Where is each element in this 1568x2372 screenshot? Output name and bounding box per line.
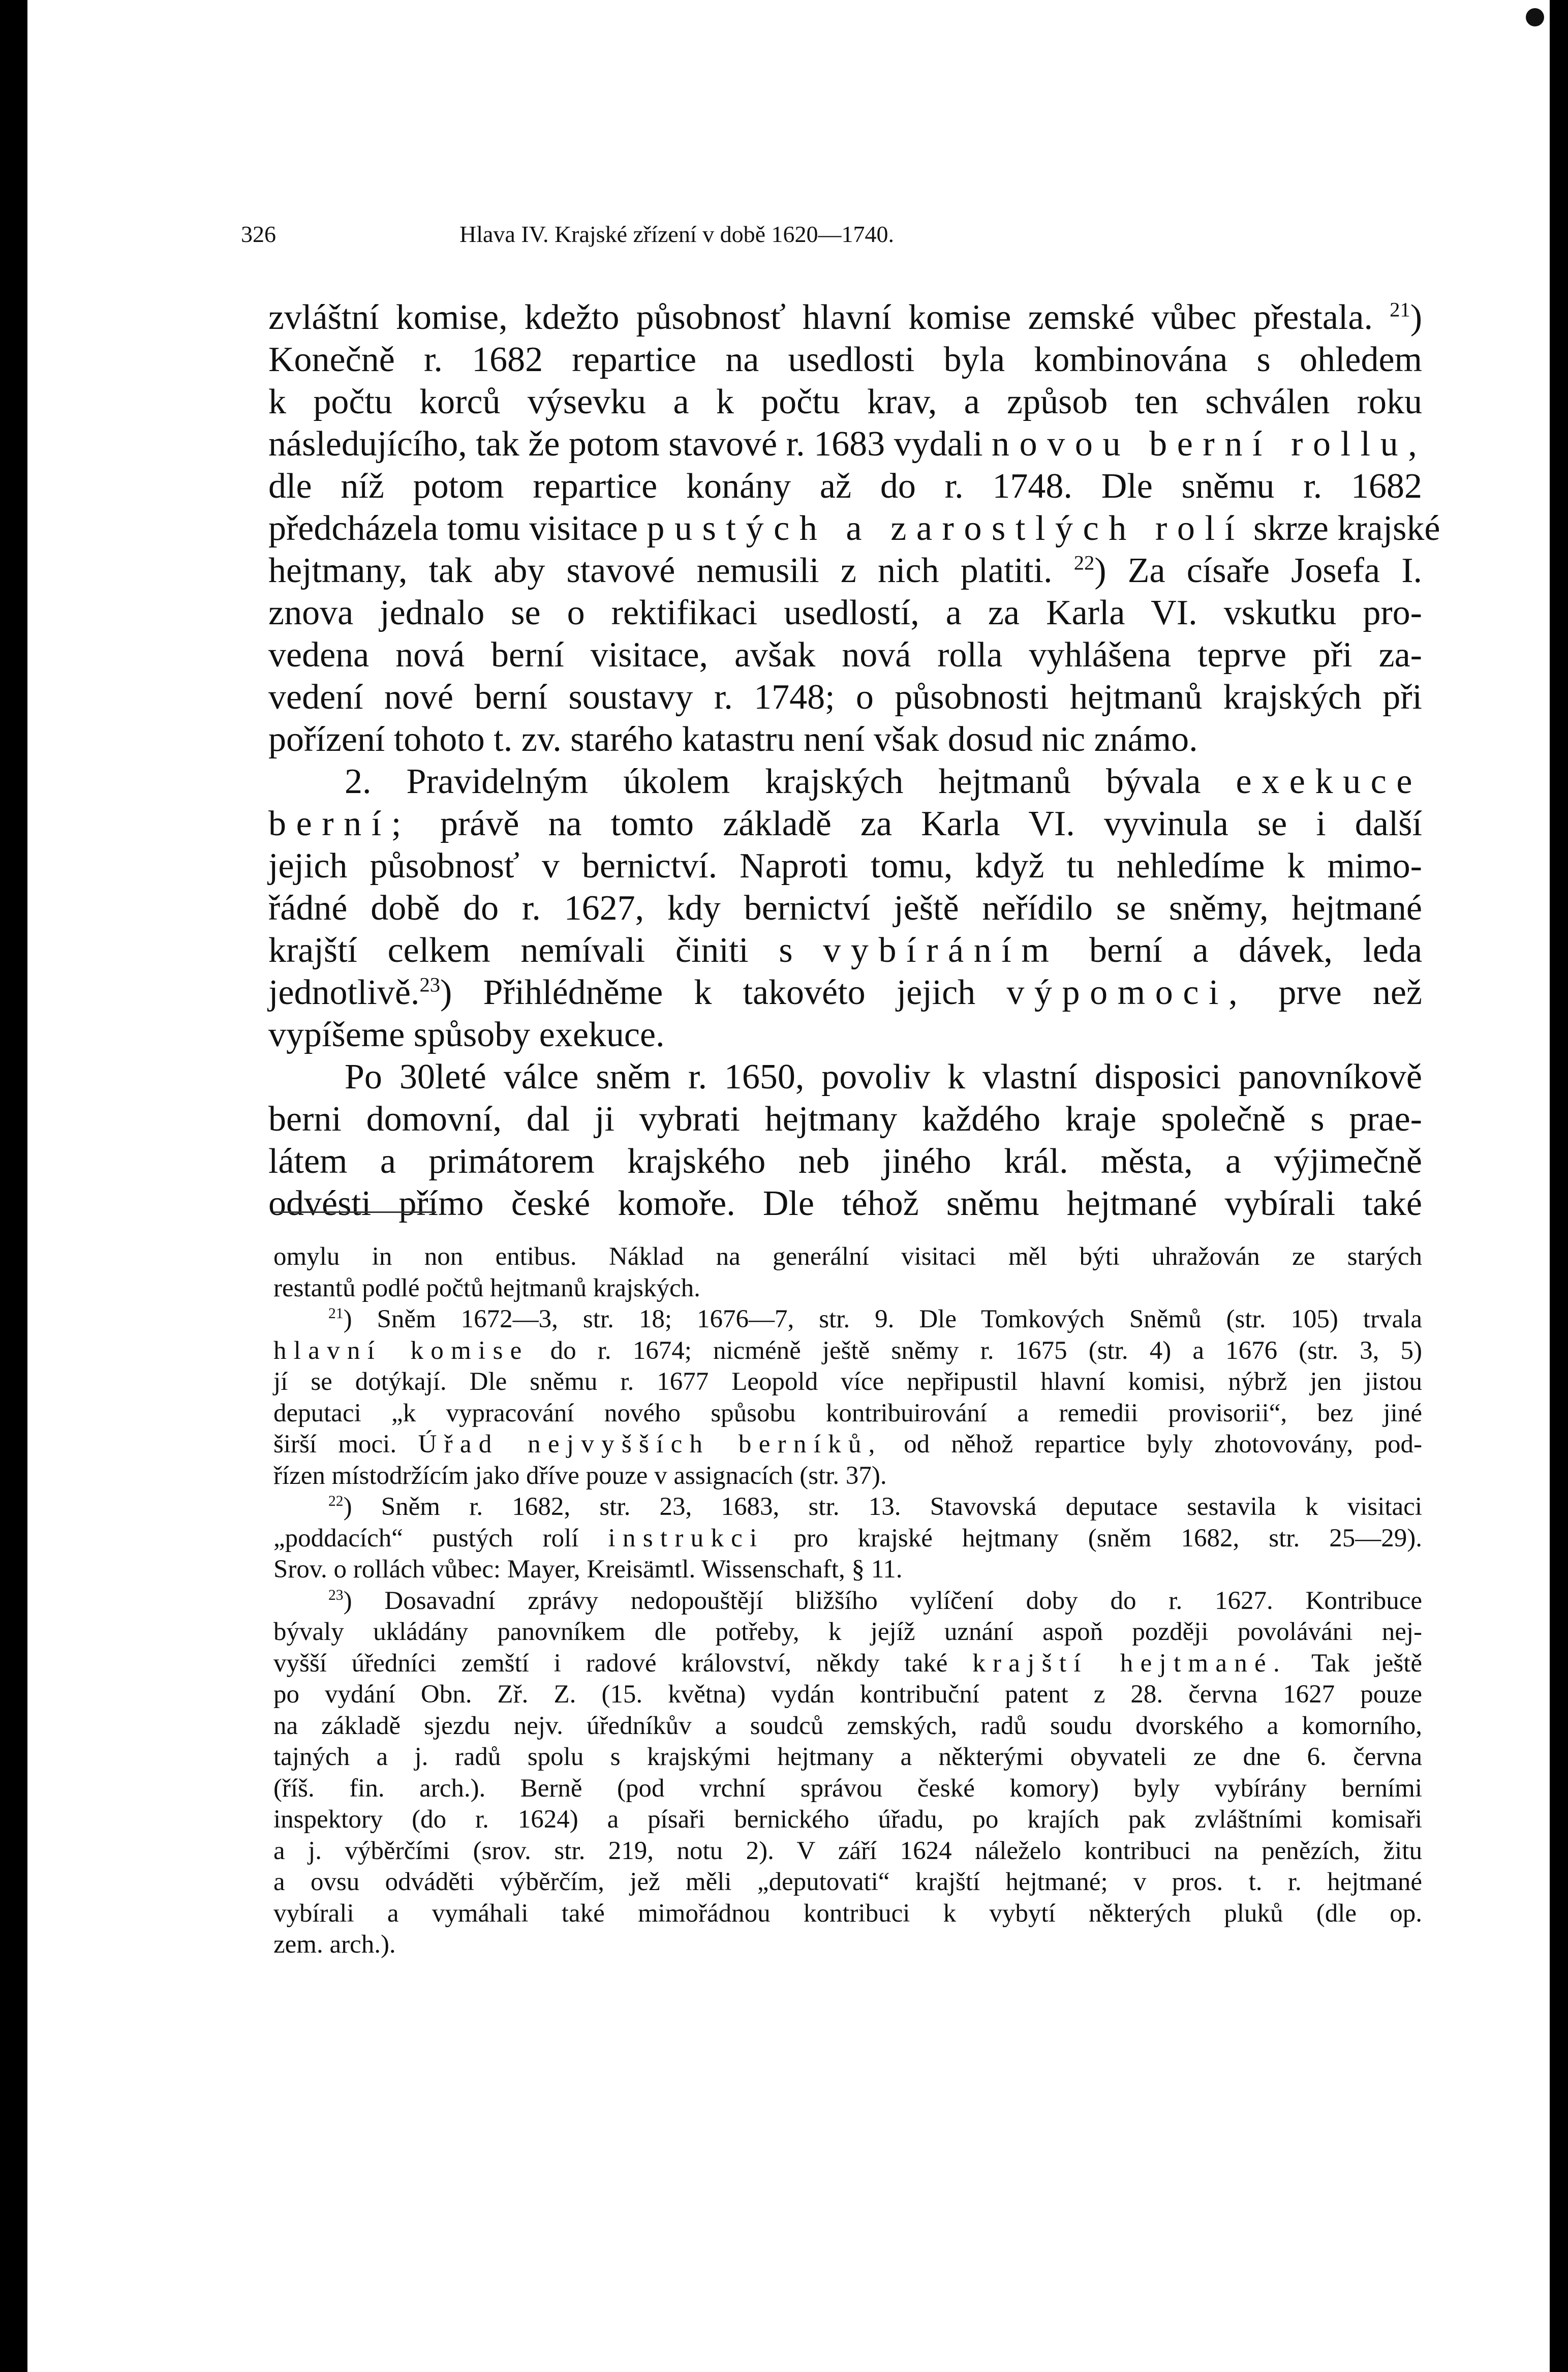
corner-mark-icon xyxy=(1525,7,1545,27)
emphasis: exekuce xyxy=(1236,762,1423,801)
footnote-line: vyšší úředníci zemští i radové království, někdy také krajští hejtmané. Tak ještě xyxy=(273,1649,1423,1678)
text-line: vedena nová berní visitace, avšak nová rolla vyhlášena teprve při za- xyxy=(268,635,1422,675)
emphasis: novou berní rollu, xyxy=(992,424,1427,464)
text-line: k počtu korců výsevku a k počtu krav, a způsob ten schválen roku xyxy=(268,382,1422,421)
emphasis: pustých a zarostlých rolí xyxy=(647,509,1245,548)
emphasis: hlavní komise xyxy=(273,1336,529,1365)
text-line: látem a primátorem krajského neb jiného král. města, a výjimečně xyxy=(268,1142,1422,1181)
emphasis: krajští hejtmané. xyxy=(972,1649,1287,1678)
text-line: odvésti přímo české komoře. Dle téhož sněmu hejtmané vybírali také xyxy=(268,1184,1422,1223)
text-line: následujícího, tak že potom stavové r. 1683 vydali novou berní rollu, xyxy=(268,424,1427,464)
text-line: předcházela tomu visitace pustých a zarostlých rolí skrze krajské xyxy=(268,509,1440,548)
text-line: 2. Pravidelným úkolem krajských hejtmanů bývala exekuce xyxy=(345,762,1423,801)
main-text xyxy=(268,296,1440,1225)
footnote-ref: 23 xyxy=(419,973,441,996)
emphasis: Úřad nejvyšších berníků, xyxy=(418,1430,882,1458)
text-line: Po 30leté válce sněm r. 1650, povoliv k vlastní disposici panovníkově xyxy=(345,1057,1422,1097)
footnote-22: $^{22}$) Sněm r. 1682, str. 23, 1683, str. 13. Stavovská deputace sestavila k visitaci xyxy=(328,1493,1422,1521)
footnote-line: Srov. o rollách vůbec: Mayer, Kreisämtl. Wissenschaft, § 11. xyxy=(273,1555,903,1584)
emphasis: vybíráním xyxy=(823,931,1059,970)
text-line: krajští celkem nemívali činiti s vybíráním berní a dávek, leda xyxy=(268,931,1423,970)
footnote-23: $^{23}$) Dosavadní zprávy nedopouštějí bližšího vylíčení doby do r. 1627. Kontribuce xyxy=(328,1586,1422,1615)
text-line: jejich působnosť v bernictví. Naproti tomu, když tu nehledíme k mimo- xyxy=(268,846,1422,886)
running-title: Hlava IV. Krajské zřízení v době 1620—1740. xyxy=(459,221,895,247)
footnote-line: po vydání Obn. Zř. Z. (15. května) vydán kontribuční patent z 28. června 1627 pouze xyxy=(273,1680,1422,1709)
footnote-ref: 22 xyxy=(1073,551,1095,574)
footnote-line: bývaly ukládány panovníkem dle potřeby, k jejíž uznání aspoň později povoláváni nej- xyxy=(273,1618,1422,1646)
emphasis: berní; xyxy=(268,804,411,843)
footnote-line: širší moci. Úřad nejvyšších berníků, od něhož repartice byly zhotovovány, pod- xyxy=(273,1430,1423,1458)
text-line: řádné době do r. 1627, kdy bernictví ještě neřídilo se sněmy, hejtmané xyxy=(268,889,1422,928)
text-line: Konečně r. 1682 repartice na usedlosti byla kombinována s ohledem xyxy=(268,340,1422,379)
book-page xyxy=(27,0,1550,2372)
footnote-line: inspektory (do r. 1624) a písaři bernického úřadu, po krajích pak zvláštními komisaři xyxy=(273,1805,1422,1834)
footnote-line: deputaci „k vypracování nového spůsobu kontribuirování a remedii provisorii“, bez jiné xyxy=(273,1398,1422,1427)
text-line: hejtmany, tak aby stavové nemusili z nich platiti. $^{22}$) Za císaře Josefa I. xyxy=(268,551,1423,590)
page-number: 326 xyxy=(241,221,276,247)
footnote-line: a j. výběrčími (srov. str. 219, notu 2). V září 1624 náleželo kontribuci na penězích, žitu xyxy=(273,1836,1422,1865)
text-line: berni domovní, dal ji vybrati hejtmany každého kraje společně s prae- xyxy=(268,1100,1422,1139)
footnote-line: hlavní komise do r. 1674; nicméně ještě sněmy r. 1675 (str. 4) a 1676 (str. 3, 5) xyxy=(273,1336,1422,1365)
footnote-line: vybírali a vymáhali také mimořádnou kontribuci k vybytí některých pluků (dle op. xyxy=(273,1899,1422,1928)
footnote-mark: 21 xyxy=(328,1305,344,1322)
text-line: jednotlivě.$^{23}$) Přihlédněme k takovéto jejich výpomoci, prve než xyxy=(268,973,1422,1012)
footnote-mark: 22 xyxy=(328,1493,344,1509)
footnotes xyxy=(273,1241,1422,1961)
text-line: zvláštní komise, kdežto působnosť hlavní komise zemské vůbec přestala. $^{21}$) xyxy=(268,298,1423,337)
emphasis: instrukci xyxy=(608,1524,764,1553)
footnote-line: restantů podlé počtů hejtmanů krajských. xyxy=(273,1273,700,1302)
text-line: dle níž potom repartice konány až do r. 1748. Dle sněmu r. 1682 xyxy=(268,467,1422,506)
footnote-line: „poddacích“ pustých rolí instrukci pro krajské hejtmany (sněm 1682, str. 25—29). xyxy=(273,1524,1423,1553)
footnote-line: zem. arch.). xyxy=(273,1930,396,1959)
running-header xyxy=(241,221,1130,248)
footnote-line: tajných a j. radů spolu s krajskými hejtmany a některými obyvateli ze dne 6. června xyxy=(273,1743,1422,1771)
text-line: berní; právě na tomto základě za Karla VI. vyvinula se i další xyxy=(268,804,1423,843)
emphasis: výpomoci, xyxy=(1006,973,1248,1012)
footnote-line: jí se dotýkají. Dle sněmu r. 1677 Leopold více nepřipustil hlavní komisi, nýbrž jen jistou xyxy=(273,1367,1422,1396)
footnote-line: na základě sjezdu nejv. úředníkův a soudců zemských, radů soudu dvorského a komorního, xyxy=(273,1711,1422,1740)
footnote-21: $^{21}$) Sněm 1672—3, str. 18; 1676—7, str. 9. Dle Tomkových Sněmů (str. 105) trvala xyxy=(328,1305,1422,1333)
footnote-line: omylu in non entibus. Náklad na generální visitaci měl býti uhražován ze starých xyxy=(273,1242,1422,1271)
text-line: znova jednalo se o rektifikaci usedlostí, a za Karla VI. vskutku pro- xyxy=(268,593,1422,632)
footnote-line: řízen místodržícím jako dříve pouze v assignacích (str. 37). xyxy=(273,1461,887,1490)
footnote-separator xyxy=(273,1211,436,1213)
footnote-ref: 21 xyxy=(1390,298,1410,321)
footnote-line: a ovsu odváděti výběrčím, jež měli „deputovati“ krajští hejtmané; v pros. t. r. hejtmané xyxy=(273,1868,1422,1896)
footnote-mark: 23 xyxy=(328,1587,344,1603)
footnote-line: (říš. fin. arch.). Berně (pod vrchní správou české komory) byly vybírány berními xyxy=(273,1774,1422,1803)
text-line: vedení nové berní soustavy r. 1748; o působnosti hejtmanů krajských při xyxy=(268,678,1422,717)
text-line: pořízení tohoto t. zv. starého katastru není však dosud nic známo. xyxy=(268,720,1198,759)
text-line: vypíšeme spůsoby exekuce. xyxy=(268,1015,665,1054)
